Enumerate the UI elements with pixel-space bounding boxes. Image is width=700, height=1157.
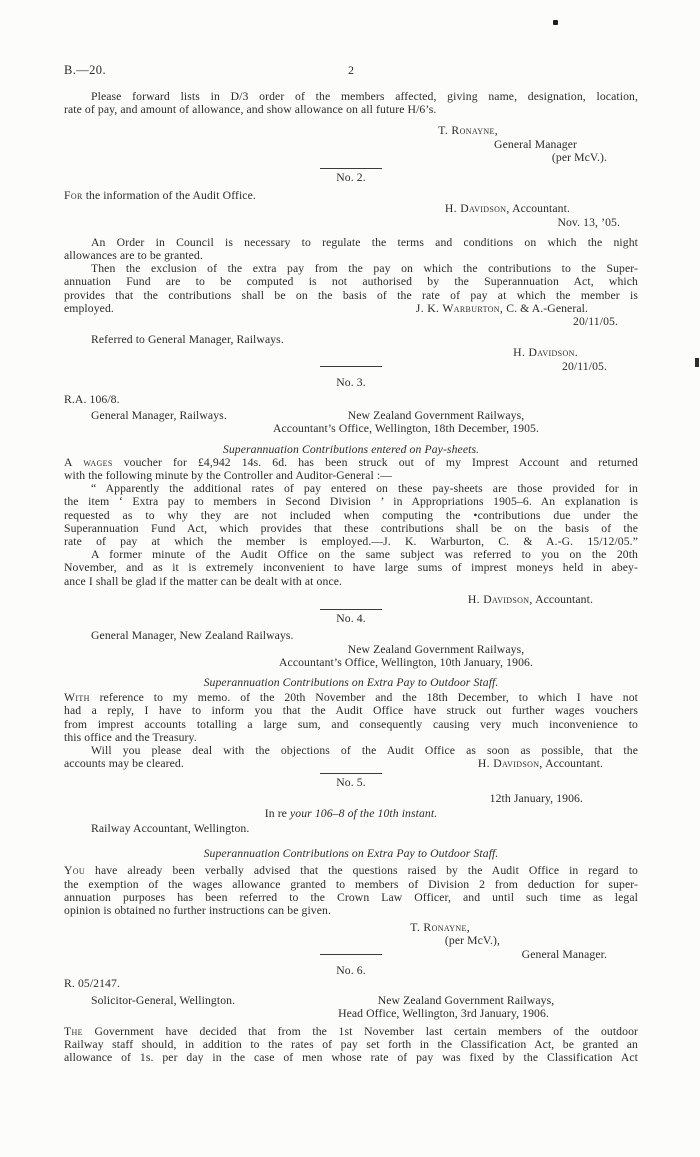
signature-title: General Manager. [521,947,607,961]
salutation: For the information of the Audit Office. [64,189,256,203]
divider-rule [320,609,382,610]
doc-ref: B.—20. [64,63,106,77]
signature-name: J. K. Warburton, C. & A.-General. [415,301,588,315]
quoted-paragraph: “ Apparently the additional rates of pay entered on these pay-sheets are those provided for in the item ‘ Extra pay to members in Second Division ’ in Appropriations 1905–6. An explanation is requested as to why they are not included when computing the •contributions due under the Superannuation Fund Act, which provides that these contributions shall be on the basis of the rate of pay at which the member is employed.—J. K. Warburton, C. & A.-G. 15/12/05.” [64,482,638,549]
page-number: 2 [347,63,355,77]
signature-name: T. Ronayne, [438,124,498,138]
date-line: 20/11/05. [573,315,618,329]
paragraph: An Order in Council is necessary to regulate the terms and conditions on which the night allowances are to be granted. [64,235,638,263]
divider-rule [320,954,382,955]
signature-name: H. Davidson, Accountant. [477,757,603,771]
paragraph: You have already been verbally advised that the questions raised by the Audit Office in regard to the exemption of the wages allowance granted to members of Division 2 from deduction for super- annuation purposes has been referred to the Crown Law Officer, and until such time as legal opinion is obtained no further instructions can be given. [64,864,638,917]
subject-reference: In re your 106–8 of the 10th instant. [264,806,438,820]
section-number: No. 2. [336,171,366,185]
paragraph: Please forward lists in D/3 order of the members affected, giving name, designation, location, rate of pay, and amount of allowance, and show allowance on all future H/6’s. [64,90,638,117]
divider-rule [320,366,382,367]
divider-rule [320,773,382,774]
address-line: New Zealand Government Railways, [347,409,525,423]
date-line: 12th January, 1906. [489,791,583,805]
section-number: No. 5. [336,776,366,790]
addressee: Solicitor-General, Wellington. [91,994,236,1008]
subject-heading: Superannuation Contributions on Extra Pay to Outdoor Staff. [203,675,499,689]
section-number: No. 4. [336,612,366,626]
paragraph: The Government have decided that from the 1st November last certain members of the outdoor Railway staff should, in addition to the rates of pay set forth in the Classification Act, be granted an allowance of 1s. per day in the case of men whose rate of pay was fixed by the Classification Act [64,1024,638,1064]
subject-heading: Superannuation Contributions on Extra Pay to Outdoor Staff. [203,847,499,861]
signature-title: General Manager [494,137,577,151]
date-line: 20/11/05. [562,359,607,373]
referral-line: Referred to General Manager, Railways. [91,333,284,347]
paragraph: Then the exclusion of the extra pay from the pay on which the contributions to the Super- annuation Fund are to be computed is not authorised by the Superannuation Act, which provides that the contributions shall be on the basis of the rate of pay at which the member is [64,262,638,302]
page-content [64,0,638,1064]
divider-row [64,948,638,961]
paragraph: Will you please deal with the objections of the Audit Office as soon as possible, that the [91,743,638,757]
divider-rule [320,168,382,169]
signature-name: H. Davidson, Accountant. [467,592,593,606]
address-line: New Zealand Government Railways, [347,642,525,656]
subject-heading: Superannuation Contributions entered on Pay-sheets. [222,442,480,456]
address-line: Accountant’s Office, Wellington, 10th January, 1906. [279,655,533,669]
signature-per: (per McV.). [551,150,607,164]
address-line: Accountant’s Office, Wellington, 18th December, 1905. [272,422,540,436]
address-row [64,994,638,1007]
paragraph-last-line: employed. J. K. Warburton, C. & A.-General. [64,301,588,315]
scan-artifact-dash [695,358,699,367]
addressee: General Manager, New Zealand Railways. [91,629,294,643]
page-header [64,64,638,78]
paragraph: With reference to my memo. of the 20th November and the 18th December, to which I have not had a reply, I have to inform you that the Audit Office have struck out further wages vouchers from imprest accounts totalling a large sum, and consequently causing very much inconvenience to this office and the Treasury. [64,691,638,744]
paragraph: A former minute of the Audit Office on the same subject was referred to you on the 20th November, and as it is extremely inconvenient to have large sums of imprest moneys held in abey- ance I shall be glad if the matter can be dealt with at once. [64,548,638,588]
file-ref: R. 05/2147. [64,976,120,990]
address-line: New Zealand Government Railways, [377,994,555,1008]
divider-row [64,360,638,373]
address-row [64,409,638,422]
signature-block [64,124,638,164]
file-ref: R.A. 106/8. [64,393,120,407]
signature-per: (per McV.), [444,934,500,948]
section-number: No. 6. [336,963,366,977]
signature-name: T. Ronayne, [410,921,470,935]
addressee: Railway Accountant, Wellington. [91,821,250,835]
signature-name: H. Davidson, Accountant. [444,202,570,216]
date-line: Nov. 13, ’05. [557,215,620,229]
paragraph-last-line: accounts may be cleared. H. Davidson, Accountant. [64,757,603,771]
signature-block [64,921,638,947]
section-number: No. 3. [336,375,366,389]
addressee: General Manager, Railways. [91,409,227,423]
address-line: Head Office, Wellington, 3rd January, 1906. [338,1007,549,1021]
signature-name: H. Davidson. [513,346,578,360]
paragraph: A wages voucher for £4,942 14s. 6d. has been struck out of my Imprest Account and returned with the following minute by the Controller and Auditor-General :— [64,455,638,483]
